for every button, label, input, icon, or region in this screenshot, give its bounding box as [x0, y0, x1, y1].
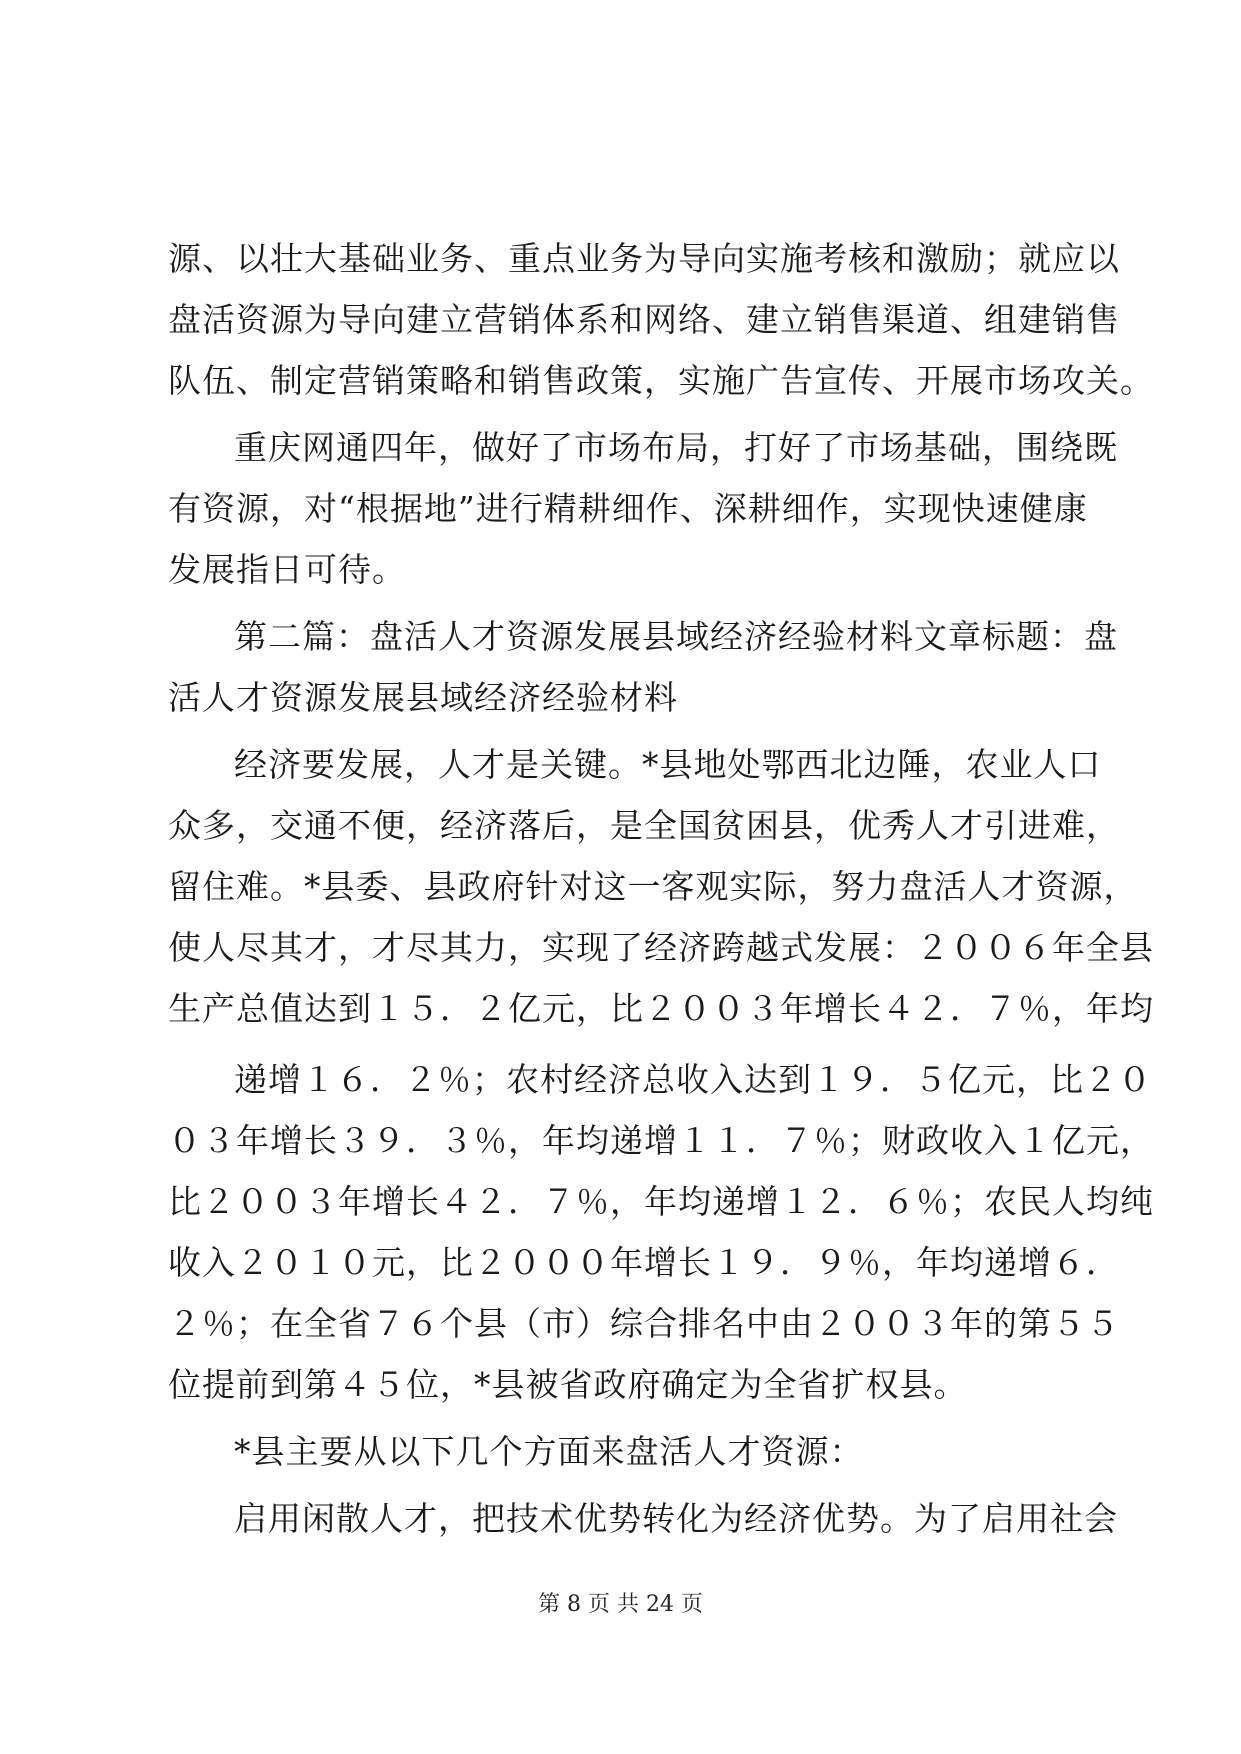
text-line: 队伍、制定营销策略和销售政策，实施广告宣传、开展市场攻关。: [168, 361, 1154, 400]
paragraph-start-line: 重庆网通四年，做好了市场布局，打好了市场基础，围绕既: [234, 428, 1118, 467]
text-line: 留住难。*县委、县政府针对这一客观实际，努力盘活人才资源，: [168, 867, 1138, 906]
body-text: [168, 228, 1154, 1549]
text-line: 发展指日可待。: [168, 550, 406, 589]
text-line: ２％；在全省７６个县（市）综合排名中由２００３年的第５５: [168, 1304, 1120, 1343]
paragraph-start-line: 启用闲散人才，把技术优势转化为经济优势。为了启用社会: [234, 1499, 1118, 1538]
text-line: 盘活资源为导向建立营销体系和网络、建立销售渠道、组建销售: [168, 300, 1120, 339]
paragraph-start-line: *县主要从以下几个方面来盘活人才资源：: [234, 1432, 864, 1471]
text-line: 递增１６．２％；农村经济总收入达到１９．５亿元，比２０: [234, 1060, 1152, 1099]
page-number-footer: 第 8 页 共 24 页: [538, 1592, 703, 1617]
text-line: 收入２０１０元，比２０００年增长１９．９％，年均递增６．: [168, 1243, 1120, 1282]
text-line: 生产总值达到１５．２亿元，比２００３年增长４２．７％，年均: [168, 989, 1154, 1028]
text-line: 有资源，对“根据地”进行精耕细作、深耕细作，实现快速健康: [168, 489, 1088, 528]
section-heading-line: 第二篇：盘活人才资源发展县域经济经验材料文章标题：盘: [234, 617, 1118, 656]
section-heading-line: 活人才资源发展县域经济经验材料: [168, 678, 678, 717]
text-line: 众多，交通不便，经济落后，是全国贫困县，优秀人才引进难，: [168, 806, 1120, 845]
text-line: ０３年增长３９．３％，年均递增１１．７％；财政收入１亿元，: [168, 1121, 1154, 1160]
text-line: 源、以壮大基础业务、重点业务为导向实施考核和激励；就应以: [168, 239, 1120, 278]
text-line: 比２００３年增长４２．７％，年均递增１２．６％；农民人均纯: [168, 1182, 1154, 1221]
text-line: 位提前到第４５位，*县被省政府确定为全省扩权县。: [168, 1365, 968, 1404]
paragraph-start-line: 经济要发展，人才是关键。*县地处鄂西北边陲，农业人口: [234, 745, 1102, 784]
text-line: 使人尽其才，才尽其力，实现了经济跨越式发展：２００６年全县: [168, 928, 1154, 967]
